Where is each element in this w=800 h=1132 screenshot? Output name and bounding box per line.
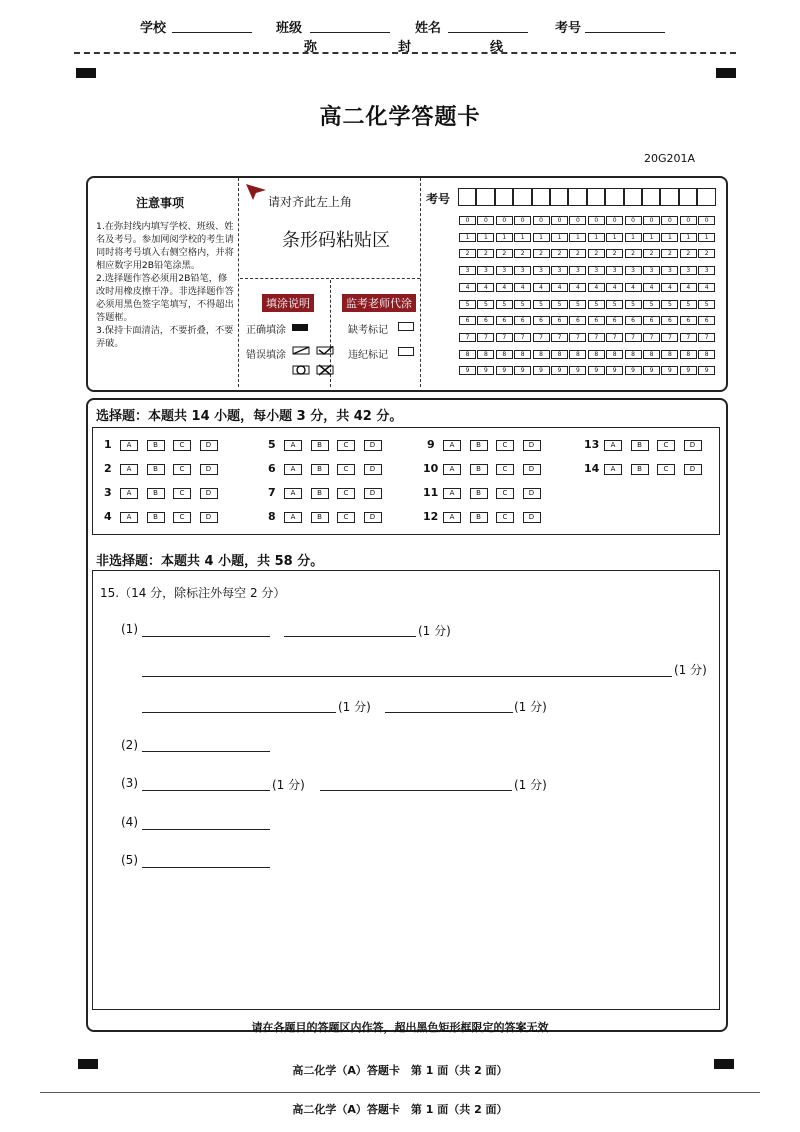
exam-digit-bubble[interactable]: 6 bbox=[459, 316, 476, 325]
exam-digit-bubble[interactable]: 6 bbox=[533, 316, 550, 325]
exam-digit-bubble[interactable]: 9 bbox=[496, 366, 513, 375]
exam-digit-bubble[interactable]: 3 bbox=[459, 266, 476, 275]
option-b-bubble[interactable]: B bbox=[470, 512, 488, 523]
exam-digit-bubble[interactable]: 2 bbox=[569, 249, 586, 258]
score-note: (1 分) bbox=[514, 700, 547, 714]
exam-digit-bubble[interactable]: 1 bbox=[680, 233, 697, 242]
option-d-bubble[interactable]: D bbox=[364, 512, 382, 523]
exam-digit-bubble[interactable]: 5 bbox=[533, 300, 550, 309]
question-number: 6 bbox=[268, 462, 276, 475]
exam-digit-bubble[interactable]: 3 bbox=[625, 266, 642, 275]
exam-digit-bubble[interactable]: 3 bbox=[661, 266, 678, 275]
exam-digit-bubble[interactable]: 8 bbox=[551, 350, 568, 359]
exam-no-cell[interactable] bbox=[550, 188, 568, 206]
seal-line bbox=[74, 52, 736, 54]
question-number: 8 bbox=[268, 510, 276, 523]
score-note: (1 分) bbox=[272, 778, 305, 792]
option-a-bubble[interactable]: A bbox=[604, 464, 622, 475]
option-b-bubble[interactable]: B bbox=[311, 488, 329, 499]
exam-digit-bubble[interactable]: 4 bbox=[606, 283, 623, 292]
exam-digit-bubble[interactable]: 3 bbox=[588, 266, 605, 275]
seal-char: 线 bbox=[490, 40, 504, 55]
answer-blank[interactable] bbox=[142, 636, 270, 637]
option-d-bubble[interactable]: D bbox=[364, 488, 382, 499]
exam-digit-bubble[interactable]: 3 bbox=[514, 266, 531, 275]
exam-digit-bubble[interactable]: 1 bbox=[514, 233, 531, 242]
exam-digit-bubble[interactable]: 6 bbox=[680, 316, 697, 325]
exam-digit-bubble[interactable]: 5 bbox=[643, 300, 660, 309]
exam-digit-bubble[interactable]: 8 bbox=[533, 350, 550, 359]
scan-edge bbox=[40, 1092, 760, 1093]
violation-mark-box[interactable] bbox=[398, 347, 414, 356]
exam-digit-bubble[interactable]: 3 bbox=[569, 266, 586, 275]
exam-digit-bubble[interactable]: 5 bbox=[625, 300, 642, 309]
exam-no-cell[interactable] bbox=[679, 188, 697, 206]
exam-digit-bubble[interactable]: 9 bbox=[606, 366, 623, 375]
option-c-bubble[interactable]: C bbox=[173, 440, 191, 451]
option-c-bubble[interactable]: C bbox=[657, 440, 675, 451]
corner-arrow-icon bbox=[246, 184, 266, 200]
card-code: 20G201A bbox=[644, 152, 696, 165]
exam-digit-bubble[interactable]: 7 bbox=[477, 333, 494, 342]
option-a-bubble[interactable]: A bbox=[120, 512, 138, 523]
exam-digit-bubble[interactable]: 4 bbox=[459, 283, 476, 292]
exam-digit-bubble[interactable]: 2 bbox=[533, 249, 550, 258]
option-c-bubble[interactable]: C bbox=[496, 488, 514, 499]
answer-blank[interactable] bbox=[142, 712, 336, 713]
exam-digit-bubble[interactable]: 9 bbox=[588, 366, 605, 375]
exam-digit-bubble[interactable]: 5 bbox=[588, 300, 605, 309]
exam-digit-bubble[interactable]: 4 bbox=[588, 283, 605, 292]
exam-no-grid-label: 考号 bbox=[426, 192, 451, 206]
answer-blank[interactable] bbox=[142, 829, 270, 830]
exam-digit-bubble[interactable]: 6 bbox=[606, 316, 623, 325]
school-label: 学校 bbox=[140, 21, 167, 36]
page-footer: 高二化学（A）答题卡 第 1 面（共 2 面） bbox=[292, 1064, 508, 1077]
exam-digit-bubble[interactable]: 8 bbox=[680, 350, 697, 359]
exam-digit-bubble[interactable]: 0 bbox=[533, 216, 550, 225]
exam-digit-bubble[interactable]: 4 bbox=[680, 283, 697, 292]
exam-digit-bubble[interactable]: 2 bbox=[661, 249, 678, 258]
choice-heading: 选择题：本题共 14 小题，每小题 3 分，共 42 分。 bbox=[96, 409, 403, 424]
option-a-bubble[interactable]: A bbox=[120, 488, 138, 499]
exam-digit-bubble[interactable]: 2 bbox=[514, 249, 531, 258]
slash-mark-icon bbox=[292, 346, 312, 356]
exam-digit-bubble[interactable]: 4 bbox=[698, 283, 715, 292]
question-number: 10 bbox=[423, 462, 439, 475]
exam-digit-bubble[interactable]: 8 bbox=[606, 350, 623, 359]
school-field[interactable] bbox=[172, 18, 252, 33]
exam-digit-bubble[interactable]: 9 bbox=[643, 366, 660, 375]
option-d-bubble[interactable]: D bbox=[364, 464, 382, 475]
exam-digit-bubble[interactable]: 9 bbox=[625, 366, 642, 375]
exam-no-cell[interactable] bbox=[513, 188, 531, 206]
name-field[interactable] bbox=[448, 18, 528, 33]
cross-mark-icon bbox=[316, 364, 336, 376]
exam-digit-bubble[interactable]: 3 bbox=[551, 266, 568, 275]
notice-title: 注意事项 bbox=[136, 196, 185, 210]
exam-digit-bubble[interactable]: 0 bbox=[551, 216, 568, 225]
exam-digit-bubble[interactable]: 9 bbox=[661, 366, 678, 375]
option-c-bubble[interactable]: C bbox=[337, 464, 355, 475]
exam-digit-bubble[interactable]: 8 bbox=[477, 350, 494, 359]
exam-digit-bubble[interactable]: 4 bbox=[477, 283, 494, 292]
violation-label: 违纪标记 bbox=[348, 350, 388, 361]
exam-digit-bubble[interactable]: 7 bbox=[514, 333, 531, 342]
exam-digit-bubble[interactable]: 4 bbox=[661, 283, 678, 292]
exam-digit-bubble[interactable]: 7 bbox=[661, 333, 678, 342]
notice-item: 3.保持卡面清洁，不要折叠，不要弄破。 bbox=[96, 325, 234, 349]
absent-label: 缺考标记 bbox=[348, 325, 388, 336]
answer-blank[interactable] bbox=[385, 712, 513, 713]
exam-digit-bubble[interactable]: 2 bbox=[588, 249, 605, 258]
option-b-bubble[interactable]: B bbox=[147, 440, 165, 451]
exam-digit-bubble[interactable]: 6 bbox=[661, 316, 678, 325]
exam-digit-bubble[interactable]: 0 bbox=[569, 216, 586, 225]
page-footer-repeat: 高二化学（A）答题卡 第 1 面（共 2 面） bbox=[292, 1103, 508, 1116]
exam-digit-bubble[interactable]: 4 bbox=[514, 283, 531, 292]
exam-digit-bubble[interactable]: 7 bbox=[643, 333, 660, 342]
exam-digit-bubble[interactable]: 0 bbox=[496, 216, 513, 225]
option-d-bubble[interactable]: D bbox=[523, 464, 541, 475]
exam-digit-bubble[interactable]: 2 bbox=[477, 249, 494, 258]
exam-digit-bubble[interactable]: 8 bbox=[661, 350, 678, 359]
exam-digit-bubble[interactable]: 8 bbox=[643, 350, 660, 359]
filled-box bbox=[292, 324, 308, 331]
exam-digit-bubble[interactable]: 0 bbox=[661, 216, 678, 225]
exam-digit-bubble[interactable]: 1 bbox=[459, 233, 476, 242]
exam-digit-bubble[interactable]: 1 bbox=[698, 233, 715, 242]
question-number: 5 bbox=[268, 438, 276, 451]
exam-digit-bubble[interactable]: 5 bbox=[680, 300, 697, 309]
notice-item: 2.选择题作答必须用2B铅笔，修改时用橡皮擦干净。非选择题作答必须用黑色签字笔填写，不得超出答题框。 bbox=[96, 273, 234, 323]
notice-list bbox=[96, 220, 236, 350]
option-d-bubble[interactable]: D bbox=[523, 488, 541, 499]
exam-digit-bubble[interactable]: 7 bbox=[569, 333, 586, 342]
exam-no-cell[interactable] bbox=[458, 188, 476, 206]
option-c-bubble[interactable]: C bbox=[337, 512, 355, 523]
option-a-bubble[interactable]: A bbox=[284, 440, 302, 451]
exam-digit-bubble[interactable]: 7 bbox=[459, 333, 476, 342]
score-note: (1 分) bbox=[418, 624, 451, 638]
exam-digit-bubble[interactable]: 9 bbox=[533, 366, 550, 375]
exam-no-cell[interactable] bbox=[605, 188, 623, 206]
option-d-bubble[interactable]: D bbox=[200, 464, 218, 475]
fill-title: 填涂说明 bbox=[262, 294, 314, 312]
exam-digit-bubble[interactable]: 7 bbox=[588, 333, 605, 342]
notice-item: 1.在弥封线内填写学校、班级、姓名及考号。参加网阅学校的考生请同时将考号填入右侧空格内，并将相应数字用2B铅笔涂黑。 bbox=[96, 221, 234, 271]
question-number: 1 bbox=[104, 438, 112, 451]
option-c-bubble[interactable]: C bbox=[173, 488, 191, 499]
option-b-bubble[interactable]: B bbox=[631, 440, 649, 451]
exam-digit-bubble[interactable]: 4 bbox=[643, 283, 660, 292]
class-field[interactable] bbox=[310, 18, 390, 33]
option-d-bubble[interactable]: D bbox=[684, 464, 702, 475]
exam-digit-bubble[interactable]: 4 bbox=[533, 283, 550, 292]
exam-digit-bubble[interactable]: 6 bbox=[551, 316, 568, 325]
option-b-bubble[interactable]: B bbox=[147, 512, 165, 523]
part-2-label: (2) bbox=[121, 738, 138, 752]
exam-no-cell[interactable] bbox=[568, 188, 586, 206]
exam-digit-bubble[interactable]: 8 bbox=[496, 350, 513, 359]
exam-digit-bubble[interactable]: 5 bbox=[551, 300, 568, 309]
divider bbox=[238, 178, 239, 387]
part-3-label: (3) bbox=[121, 776, 138, 790]
exam-no-cell[interactable] bbox=[476, 188, 494, 206]
wrong-fill-label: 错误填涂 bbox=[246, 350, 286, 361]
exam-digit-bubble[interactable]: 9 bbox=[551, 366, 568, 375]
option-c-bubble[interactable]: C bbox=[496, 440, 514, 451]
score-note: (1 分) bbox=[674, 663, 707, 677]
exam-no-cell[interactable] bbox=[642, 188, 660, 206]
exam-digit-bubble[interactable]: 7 bbox=[496, 333, 513, 342]
exam-digit-bubble[interactable]: 5 bbox=[606, 300, 623, 309]
exam-digit-bubble[interactable]: 6 bbox=[477, 316, 494, 325]
exam-digit-bubble[interactable]: 3 bbox=[496, 266, 513, 275]
exam-digit-bubble[interactable]: 6 bbox=[643, 316, 660, 325]
exam-digit-bubble[interactable]: 1 bbox=[533, 233, 550, 242]
exam-digit-bubble[interactable]: 5 bbox=[661, 300, 678, 309]
option-a-bubble[interactable]: A bbox=[284, 512, 302, 523]
exam-digit-bubble[interactable]: 2 bbox=[606, 249, 623, 258]
exam-digit-bubble[interactable]: 2 bbox=[496, 249, 513, 258]
exam-digit-bubble[interactable]: 9 bbox=[459, 366, 476, 375]
exam-digit-bubble[interactable]: 8 bbox=[698, 350, 715, 359]
option-c-bubble[interactable]: C bbox=[496, 464, 514, 475]
nonchoice-heading: 非选择题：本题共 4 小题，共 58 分。 bbox=[96, 554, 324, 569]
option-b-bubble[interactable]: B bbox=[147, 464, 165, 475]
exam-digit-bubble[interactable]: 2 bbox=[643, 249, 660, 258]
exam-no-cell[interactable] bbox=[697, 188, 715, 206]
option-d-bubble[interactable]: D bbox=[523, 440, 541, 451]
exam-digit-bubble[interactable]: 8 bbox=[588, 350, 605, 359]
exam-digit-bubble[interactable]: 0 bbox=[698, 216, 715, 225]
exam-digit-bubble[interactable]: 0 bbox=[459, 216, 476, 225]
exam-digit-bubble[interactable]: 1 bbox=[643, 233, 660, 242]
proctor-title: 监考老师代涂 bbox=[342, 294, 416, 312]
name-label: 姓名 bbox=[415, 21, 442, 36]
exam-no-cell[interactable] bbox=[660, 188, 678, 206]
exam-digit-bubble[interactable]: 0 bbox=[588, 216, 605, 225]
option-a-bubble[interactable]: A bbox=[443, 464, 461, 475]
exam-digit-bubble[interactable]: 1 bbox=[625, 233, 642, 242]
option-d-bubble[interactable]: D bbox=[200, 488, 218, 499]
class-label: 班级 bbox=[276, 21, 303, 36]
exam-digit-bubble[interactable]: 2 bbox=[459, 249, 476, 258]
exam-digit-bubble[interactable]: 5 bbox=[459, 300, 476, 309]
exam-digit-bubble[interactable]: 2 bbox=[680, 249, 697, 258]
exam-digit-bubble[interactable]: 7 bbox=[625, 333, 642, 342]
exam-digit-bubble[interactable]: 9 bbox=[514, 366, 531, 375]
exam-no-field[interactable] bbox=[585, 18, 665, 33]
answer-blank[interactable] bbox=[284, 636, 416, 637]
exam-no-cell[interactable] bbox=[587, 188, 605, 206]
exam-digit-bubble[interactable]: 3 bbox=[643, 266, 660, 275]
exam-digit-bubble[interactable]: 5 bbox=[496, 300, 513, 309]
exam-digit-bubble[interactable]: 4 bbox=[569, 283, 586, 292]
option-b-bubble[interactable]: B bbox=[311, 440, 329, 451]
exam-digit-bubble[interactable]: 6 bbox=[569, 316, 586, 325]
option-b-bubble[interactable]: B bbox=[470, 488, 488, 499]
divider bbox=[420, 178, 421, 387]
option-a-bubble[interactable]: A bbox=[443, 440, 461, 451]
exam-digit-bubble[interactable]: 1 bbox=[477, 233, 494, 242]
option-c-bubble[interactable]: C bbox=[337, 440, 355, 451]
exam-digit-bubble[interactable]: 0 bbox=[606, 216, 623, 225]
part-5-label: (5) bbox=[121, 853, 138, 867]
option-a-bubble[interactable]: A bbox=[443, 488, 461, 499]
option-c-bubble[interactable]: C bbox=[173, 512, 191, 523]
exam-digit-bubble[interactable]: 3 bbox=[680, 266, 697, 275]
exam-digit-bubble[interactable]: 2 bbox=[698, 249, 715, 258]
exam-digit-bubble[interactable]: 1 bbox=[606, 233, 623, 242]
exam-digit-bubble[interactable]: 3 bbox=[606, 266, 623, 275]
check-mark-icon bbox=[316, 346, 336, 356]
option-a-bubble[interactable]: A bbox=[443, 512, 461, 523]
registration-marker bbox=[716, 68, 736, 78]
exam-digit-bubble[interactable]: 4 bbox=[496, 283, 513, 292]
exam-digit-bubble[interactable]: 0 bbox=[514, 216, 531, 225]
exam-digit-bubble[interactable]: 1 bbox=[496, 233, 513, 242]
option-c-bubble[interactable]: C bbox=[657, 464, 675, 475]
option-d-bubble[interactable]: D bbox=[200, 512, 218, 523]
exam-digit-bubble[interactable]: 7 bbox=[606, 333, 623, 342]
exam-digit-bubble[interactable]: 8 bbox=[459, 350, 476, 359]
answer-blank[interactable] bbox=[142, 751, 270, 752]
question-number: 3 bbox=[104, 486, 112, 499]
option-a-bubble[interactable]: A bbox=[120, 440, 138, 451]
exam-digit-bubble[interactable]: 6 bbox=[514, 316, 531, 325]
option-b-bubble[interactable]: B bbox=[147, 488, 165, 499]
exam-digit-bubble[interactable]: 5 bbox=[698, 300, 715, 309]
option-d-bubble[interactable]: D bbox=[364, 440, 382, 451]
exam-digit-bubble[interactable]: 6 bbox=[588, 316, 605, 325]
exam-digit-bubble[interactable]: 5 bbox=[477, 300, 494, 309]
correct-fill-label: 正确填涂 bbox=[246, 325, 286, 336]
exam-digit-bubble[interactable]: 7 bbox=[533, 333, 550, 342]
exam-digit-bubble[interactable]: 9 bbox=[569, 366, 586, 375]
option-a-bubble[interactable]: A bbox=[120, 464, 138, 475]
option-a-bubble[interactable]: A bbox=[284, 464, 302, 475]
question-number: 9 bbox=[427, 438, 435, 451]
part-1-label: (1) bbox=[121, 622, 138, 636]
exam-digit-bubble[interactable]: 0 bbox=[643, 216, 660, 225]
exam-digit-bubble[interactable]: 2 bbox=[625, 249, 642, 258]
bottom-note: 请在各题目的答题区内作答，超出黑色矩形框限定的答案无效 bbox=[251, 1021, 549, 1034]
exam-digit-bubble[interactable]: 6 bbox=[698, 316, 715, 325]
seal-char: 弥 bbox=[304, 40, 318, 55]
part-4-label: (4) bbox=[121, 815, 138, 829]
option-b-bubble[interactable]: B bbox=[631, 464, 649, 475]
question-number: 4 bbox=[104, 510, 112, 523]
option-a-bubble[interactable]: A bbox=[604, 440, 622, 451]
question-number: 11 bbox=[423, 486, 439, 499]
registration-marker bbox=[76, 68, 96, 78]
exam-digit-bubble[interactable]: 9 bbox=[680, 366, 697, 375]
question-number: 13 bbox=[584, 438, 600, 451]
exam-digit-bubble[interactable]: 1 bbox=[551, 233, 568, 242]
exam-digit-bubble[interactable]: 7 bbox=[680, 333, 697, 342]
exam-digit-bubble[interactable]: 4 bbox=[551, 283, 568, 292]
option-b-bubble[interactable]: B bbox=[470, 464, 488, 475]
seal-char: 封 bbox=[398, 40, 412, 55]
exam-digit-bubble[interactable]: 5 bbox=[569, 300, 586, 309]
exam-no-label: 考号 bbox=[555, 21, 582, 36]
exam-digit-bubble[interactable]: 0 bbox=[680, 216, 697, 225]
barcode-area-text: 条形码粘贴区 bbox=[282, 230, 390, 251]
answer-blank[interactable] bbox=[142, 790, 270, 791]
score-note: (1 分) bbox=[514, 778, 547, 792]
option-d-bubble[interactable]: D bbox=[200, 440, 218, 451]
question-number: 12 bbox=[423, 510, 439, 523]
answer-blank[interactable] bbox=[142, 676, 672, 677]
option-b-bubble[interactable]: B bbox=[470, 440, 488, 451]
exam-digit-bubble[interactable]: 6 bbox=[625, 316, 642, 325]
exam-digit-bubble[interactable]: 8 bbox=[514, 350, 531, 359]
exam-digit-bubble[interactable]: 3 bbox=[698, 266, 715, 275]
question-number: 2 bbox=[104, 462, 112, 475]
option-c-bubble[interactable]: C bbox=[496, 512, 514, 523]
exam-digit-bubble[interactable]: 8 bbox=[625, 350, 642, 359]
option-c-bubble[interactable]: C bbox=[337, 488, 355, 499]
exam-digit-bubble[interactable]: 8 bbox=[569, 350, 586, 359]
exam-digit-bubble[interactable]: 1 bbox=[569, 233, 586, 242]
exam-digit-bubble[interactable]: 1 bbox=[588, 233, 605, 242]
exam-digit-bubble[interactable]: 5 bbox=[514, 300, 531, 309]
option-c-bubble[interactable]: C bbox=[173, 464, 191, 475]
option-a-bubble[interactable]: A bbox=[284, 488, 302, 499]
exam-digit-bubble[interactable]: 9 bbox=[698, 366, 715, 375]
exam-digit-bubble[interactable]: 3 bbox=[533, 266, 550, 275]
exam-digit-bubble[interactable]: 7 bbox=[551, 333, 568, 342]
exam-digit-bubble[interactable]: 0 bbox=[477, 216, 494, 225]
exam-digit-bubble[interactable]: 4 bbox=[625, 283, 642, 292]
divider bbox=[240, 278, 420, 279]
question-number: 7 bbox=[268, 486, 276, 499]
option-b-bubble[interactable]: B bbox=[311, 512, 329, 523]
option-b-bubble[interactable]: B bbox=[311, 464, 329, 475]
score-note: (1 分) bbox=[338, 700, 371, 714]
barcode-align-text: 请对齐此左上角 bbox=[268, 195, 353, 209]
option-d-bubble[interactable]: D bbox=[523, 512, 541, 523]
question-number: 14 bbox=[584, 462, 600, 475]
exam-digit-bubble[interactable]: 3 bbox=[477, 266, 494, 275]
exam-digit-bubble[interactable]: 7 bbox=[698, 333, 715, 342]
exam-no-cell[interactable] bbox=[624, 188, 642, 206]
exam-digit-bubble[interactable]: 1 bbox=[661, 233, 678, 242]
exam-no-cell[interactable] bbox=[495, 188, 513, 206]
answer-blank[interactable] bbox=[142, 867, 270, 868]
option-d-bubble[interactable]: D bbox=[684, 440, 702, 451]
absent-mark-box[interactable] bbox=[398, 322, 414, 331]
page-title: 高二化学答题卡 bbox=[319, 105, 481, 130]
q15-title: 15.（14 分，除标注外每空 2 分） bbox=[100, 586, 286, 600]
exam-no-cell[interactable] bbox=[532, 188, 550, 206]
exam-digit-bubble[interactable]: 0 bbox=[625, 216, 642, 225]
exam-digit-bubble[interactable]: 9 bbox=[477, 366, 494, 375]
exam-digit-bubble[interactable]: 6 bbox=[496, 316, 513, 325]
answer-blank[interactable] bbox=[320, 790, 512, 791]
exam-digit-bubble[interactable]: 2 bbox=[551, 249, 568, 258]
circle-mark-icon bbox=[292, 364, 312, 376]
